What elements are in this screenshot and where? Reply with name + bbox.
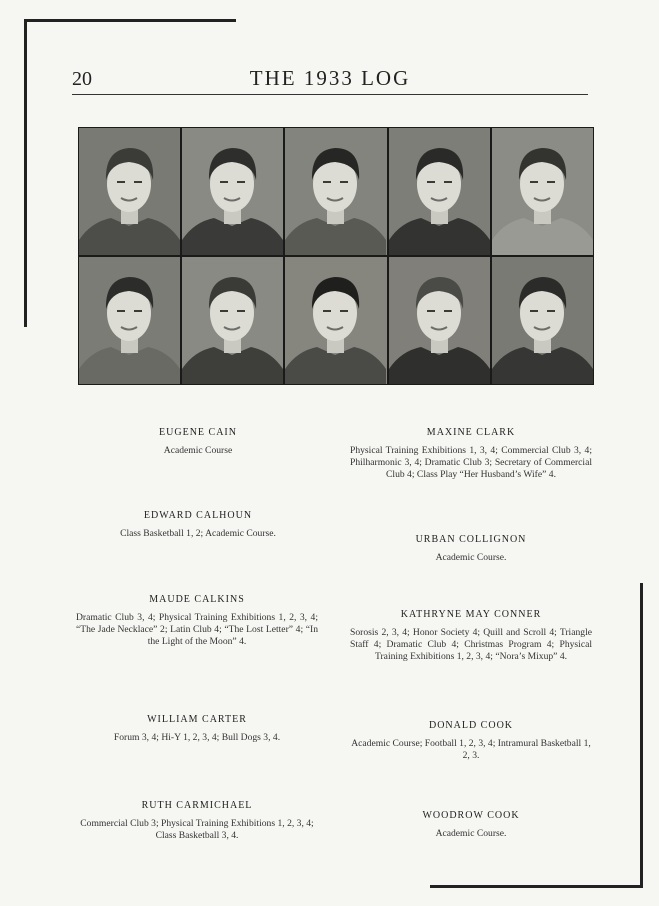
entry-eugene-cain	[118, 427, 278, 457]
entry-urban-collignon	[390, 534, 552, 564]
student-portrait-photo	[285, 128, 386, 255]
entry-maude-calkins	[76, 594, 318, 648]
student-name: WILLIAM CARTER	[147, 714, 247, 725]
student-name: URBAN COLLIGNON	[415, 534, 527, 545]
student-name: MAXINE CLARK	[426, 427, 516, 438]
border-bottom-right-vertical	[640, 583, 643, 888]
page-header	[72, 66, 588, 94]
student-activities: Dramatic Club 3, 4; Physical Training Exhibitions 1, 2, 3, 4; “The Jade Necklace” 2; Latin Club 4; “The Lost Letter” 4; “In the Light of the Moon” 4.	[76, 612, 318, 647]
student-name: KATHRYNE MAY CONNER	[400, 609, 542, 620]
entry-william-carter	[76, 714, 318, 744]
student-portrait-photo	[492, 128, 593, 255]
student-activities: Sorosis 2, 3, 4; Honor Society 4; Quill and Scroll 4; Triangle Staff 4; Dramatic Club 4; Christmas Program 4; Physical Training Exhibitions 1, 2, 3, 4; “Nora’s Mixup” 4.	[350, 627, 592, 662]
border-top-left-horizontal	[24, 19, 236, 22]
student-name: RUTH CARMICHAEL	[141, 800, 253, 811]
border-bottom-right-horizontal	[430, 885, 643, 888]
student-portrait-photo	[285, 257, 386, 384]
entry-ruth-carmichael	[76, 800, 318, 842]
entry-edward-calhoun	[85, 510, 311, 540]
student-activities: Academic Course.	[435, 828, 507, 839]
student-activities: Academic Course.	[435, 552, 507, 563]
student-portrait-photo	[389, 128, 490, 255]
entry-maxine-clark	[350, 427, 592, 481]
entry-woodrow-cook	[390, 810, 552, 840]
header-rule	[72, 94, 588, 95]
entry-donald-cook	[350, 720, 592, 762]
student-name: WOODROW COOK	[422, 810, 520, 821]
student-name: EDWARD CALHOUN	[143, 510, 253, 521]
student-portrait-photo	[79, 257, 180, 384]
student-portrait-photo	[182, 257, 283, 384]
student-activities: Commercial Club 3; Physical Training Exhibitions 1, 2, 3, 4; Class Basketball 3, 4.	[80, 818, 314, 841]
page-number: 20	[72, 68, 92, 90]
student-name: DONALD COOK	[428, 720, 514, 731]
student-activities: Academic Course; Football 1, 2, 3, 4; Intramural Basketball 1, 2, 3.	[351, 738, 591, 761]
student-portrait-photo	[492, 257, 593, 384]
student-activities: Physical Training Exhibitions 1, 3, 4; Commercial Club 3, 4; Philharmonic 3, 4; Dramatic Club 3; Secretary of Commercial Club 4; Class Play “Her Husband’s Wife” 4.	[350, 445, 592, 480]
student-portrait-photo	[182, 128, 283, 255]
student-portrait-photo	[79, 128, 180, 255]
student-activities: Academic Course	[163, 445, 233, 456]
student-activities: Forum 3, 4; Hi-Y 1, 2, 3, 4; Bull Dogs 3, 4.	[113, 732, 281, 743]
portrait-grid	[78, 127, 594, 385]
entry-kathryne-may-conner	[350, 609, 592, 663]
student-activities: Class Basketball 1, 2; Academic Course.	[120, 528, 276, 539]
student-name: EUGENE CAIN	[159, 427, 237, 438]
border-top-left-vertical	[24, 19, 27, 327]
student-portrait-photo	[389, 257, 490, 384]
page-title: THE 1933 LOG	[249, 66, 411, 90]
student-name: MAUDE CALKINS	[149, 594, 245, 605]
